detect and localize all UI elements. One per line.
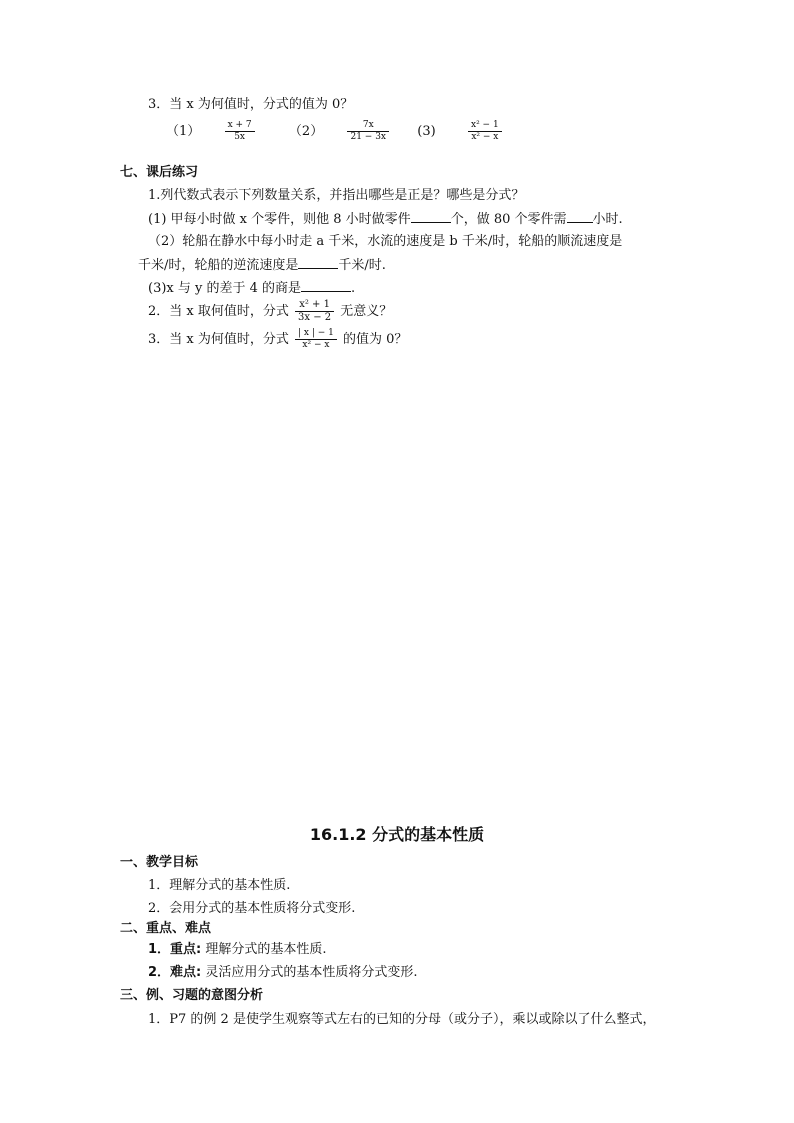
q3-top-text: 3．当 x 为何值时，分式的值为 0？ xyxy=(148,97,354,112)
keypoint-2-label: 2．难点: xyxy=(148,965,202,980)
p1c-text-post: . xyxy=(351,281,356,296)
p1c-text-pre: (3)x 与 y 的差于 4 的商是 xyxy=(148,281,302,296)
lesson-heading-examples: 三、例、习题的意图分析 xyxy=(120,988,264,1003)
q3-opt2-numerator: 7x xyxy=(347,120,389,132)
keypoint-1-label: 1．重点: xyxy=(148,942,202,957)
keypoint-1-text: 理解分式的基本性质. xyxy=(205,942,327,957)
p1b2-text-post: 千米/时. xyxy=(338,258,386,273)
q3-opt1-fraction xyxy=(225,120,255,143)
q3-opt2-denominator: 21 − 3x xyxy=(350,132,387,142)
p3-text-post: 的值为 0？ xyxy=(343,332,408,347)
p1b2-blank xyxy=(298,256,338,269)
q3-opt2-label: （2） xyxy=(288,124,324,139)
q3-opt3-numerator: x² − 1 xyxy=(468,120,502,132)
q3-opt2-fraction xyxy=(347,120,389,143)
keypoint-2-text: 灵活应用分式的基本性质将分式变形. xyxy=(205,965,418,980)
p1a-text-mid: 个，做 80 个零件需 xyxy=(450,212,567,227)
section7-p1a xyxy=(148,210,623,229)
section7-p2 xyxy=(148,298,392,326)
p1a-text-post: 小时. xyxy=(592,212,623,227)
p2-fraction xyxy=(295,299,334,324)
p3-numerator: | x | − 1 xyxy=(295,328,337,340)
q3-opt3-label: (3) xyxy=(417,124,436,139)
p1b2-text-pre: 千米/时，轮船的逆流速度是 xyxy=(138,258,299,273)
q3-top-options xyxy=(166,119,504,145)
p2-text-pre: 2．当 x 取何值时，分式 xyxy=(148,304,289,319)
p3-fraction xyxy=(295,328,337,351)
section7-heading: 七、课后练习 xyxy=(120,165,199,180)
lesson-goal-2: 2．会用分式的基本性质将分式变形. xyxy=(148,901,356,916)
lesson-title: 16.1.2 分式的基本性质 xyxy=(309,825,485,844)
p2-numerator: x² + 1 xyxy=(295,299,334,312)
section7-p3 xyxy=(148,326,407,354)
p1c-blank xyxy=(301,279,351,292)
section7-p1b2 xyxy=(138,256,386,275)
section7-p1: 1.列代数式表示下列数量关系，并指出哪些是正是？哪些是分式？ xyxy=(148,188,525,203)
q3-opt1-denominator: 5x xyxy=(234,132,245,142)
lesson-keypoint-1 xyxy=(148,941,327,959)
q3-opt3-fraction xyxy=(468,120,502,143)
section7-p1c xyxy=(148,279,355,298)
q3-opt3-denominator: x² − x xyxy=(471,132,499,142)
p3-denominator: x² − x xyxy=(302,340,330,350)
lesson-heading-keypoints: 二、重点、难点 xyxy=(120,921,212,936)
q3-opt1-numerator: x + 7 xyxy=(225,120,255,132)
q3-opt1-label: （1） xyxy=(166,124,201,139)
lesson-example-1: 1．P7 的例 2 是使学生观察等式左右的已知的分母（或分子），乘以或除以了什么整式， xyxy=(148,1012,656,1027)
p1a-blank-1 xyxy=(411,210,451,223)
p3-text-pre: 3．当 x 为何值时，分式 xyxy=(148,332,289,347)
p2-text-post: 无意义？ xyxy=(340,304,393,319)
section7-p1b: （2）轮船在静水中每小时走 a 千米，水流的速度是 b 千米/时，轮船的顺流速度是 xyxy=(148,234,623,249)
p1a-blank-2 xyxy=(567,210,593,223)
lesson-keypoint-2 xyxy=(148,964,418,982)
p2-denominator: 3x − 2 xyxy=(298,312,332,323)
lesson-goal-1: 1．理解分式的基本性质. xyxy=(148,878,291,893)
lesson-heading-goals: 一、教学目标 xyxy=(120,855,199,870)
p1a-text-pre: (1) 甲每小时做 x 个零件，则他 8 小时做零件 xyxy=(148,212,411,227)
